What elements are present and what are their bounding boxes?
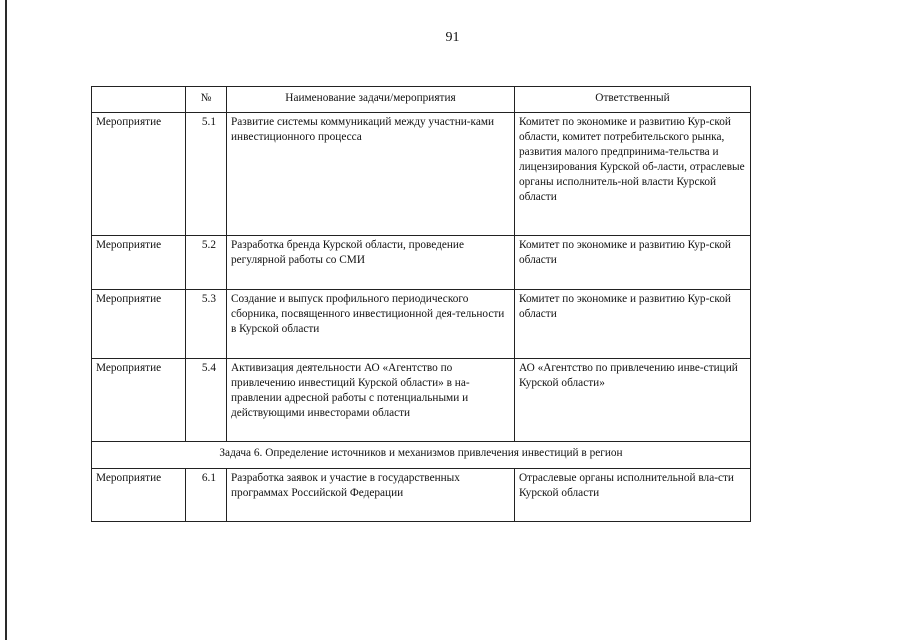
table-row — [92, 469, 751, 522]
table-row — [92, 236, 751, 290]
row-name: Разработка бренда Курской области, проведение регулярной работы со СМИ — [227, 236, 515, 290]
row-responsible: АО «Агентство по привлечению инве-стиций Курской области» — [515, 359, 751, 442]
row-responsible: Комитет по экономике и развитию Кур-ской области, комитет потребительского рынка, развития малого предпринима-тельства и лицензирования Курской об-ласти, отраслевые органы исполнитель-ной власти Курской области — [515, 113, 751, 236]
header-type — [92, 87, 186, 113]
row-name: Создание и выпуск профильного периодического сборника, посвященного инвестиционной дея-тельности в Курской области — [227, 290, 515, 359]
row-type: Мероприятие — [92, 469, 186, 522]
row-name: Разработка заявок и участие в государственных программах Российской Федерации — [227, 469, 515, 522]
row-responsible: Отраслевые органы исполнительной вла-сти Курской области — [515, 469, 751, 522]
row-number: 5.3 — [186, 290, 227, 359]
header-name: Наименование задачи/мероприятия — [227, 87, 515, 113]
table-row — [92, 290, 751, 359]
task-row — [92, 442, 751, 469]
row-name: Активизация деятельности АО «Агентство по привлечению инвестиций Курской области» в на-правлении адресной работы с потенциальными и действующими инвесторами области — [227, 359, 515, 442]
header-number: № — [186, 87, 227, 113]
row-type: Мероприятие — [92, 359, 186, 442]
row-responsible: Комитет по экономике и развитию Кур-ской области — [515, 290, 751, 359]
page-number: 91 — [445, 30, 460, 45]
header-responsible: Ответственный — [515, 87, 751, 113]
table-header-row — [92, 87, 751, 113]
table-row — [92, 359, 751, 442]
row-name: Развитие системы коммуникаций между участни-ками инвестиционного процесса — [227, 113, 515, 236]
row-type: Мероприятие — [92, 236, 186, 290]
row-responsible: Комитет по экономике и развитию Кур-ской области — [515, 236, 751, 290]
page-edge-rule — [5, 0, 7, 640]
activities-table — [91, 86, 751, 522]
row-type: Мероприятие — [92, 113, 186, 236]
task-heading: Задача 6. Определение источников и механизмов привлечения инвестиций в регион — [92, 442, 751, 469]
row-number: 5.2 — [186, 236, 227, 290]
row-type: Мероприятие — [92, 290, 186, 359]
row-number: 5.4 — [186, 359, 227, 442]
table-row — [92, 113, 751, 236]
row-number: 5.1 — [186, 113, 227, 236]
row-number: 6.1 — [186, 469, 227, 522]
